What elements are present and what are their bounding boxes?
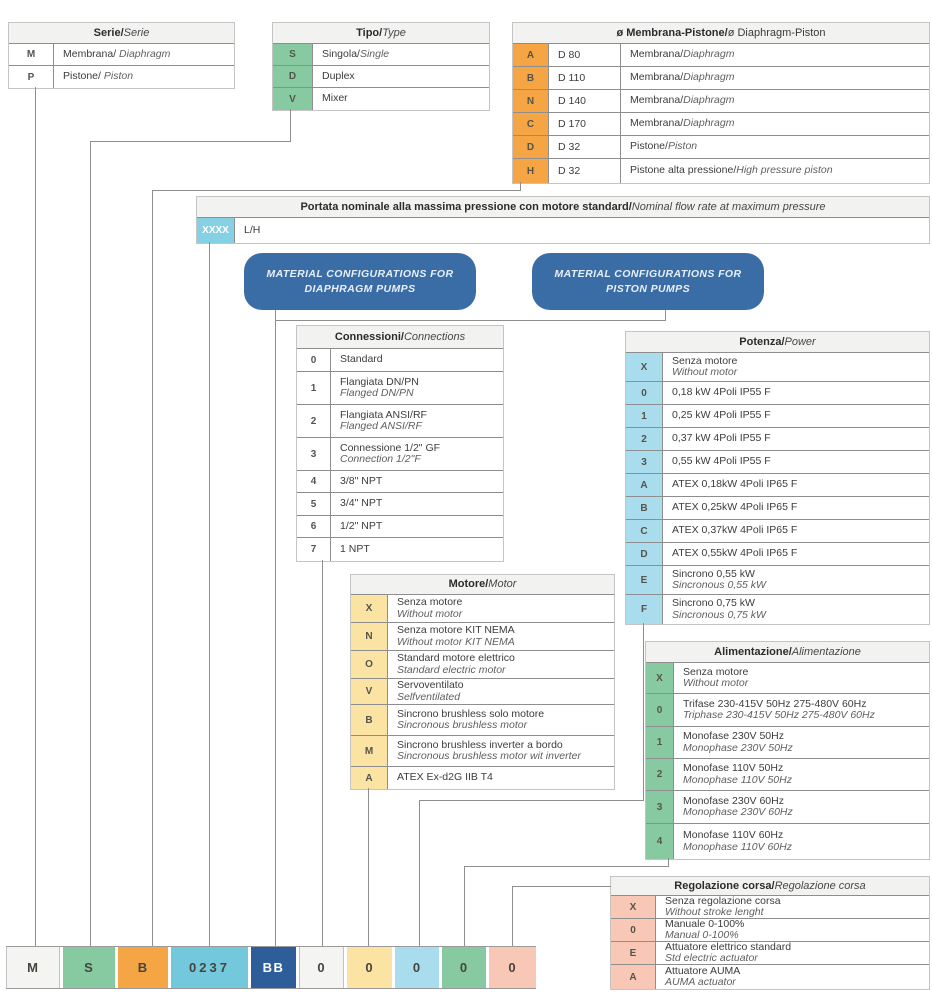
desc-cell <box>656 965 929 989</box>
desc-line-en: Connection 1/2"F <box>340 453 421 465</box>
table-motore <box>350 574 615 790</box>
table-membrana-title <box>513 23 929 44</box>
desc-line-it: ATEX 0,18kW 4Poli IP65 F <box>672 478 798 491</box>
bottom-code-cell: 0 <box>299 947 344 988</box>
bottom-code-cell: BB <box>251 947 296 988</box>
table-title-en: Nominal flow rate at maximum pressure <box>631 200 826 213</box>
desc-line-it: Trifase 230-415V 50Hz 275-480V 60Hz <box>683 697 867 710</box>
desc-cell <box>313 88 489 110</box>
desc-line-it: Senza regolazione corsa <box>665 896 781 907</box>
table-row <box>626 474 929 497</box>
code-cell: 0 <box>611 919 656 941</box>
desc-cell <box>621 113 929 135</box>
desc-line-it: Membrana/Diaphragm <box>630 117 735 130</box>
code-cell: X <box>611 896 656 918</box>
table-row <box>351 679 614 705</box>
desc-cell <box>331 405 503 437</box>
connector-line <box>464 866 669 867</box>
table-title-en: Regolazione corsa <box>774 879 866 892</box>
material-config-diaphragm-label: MATERIAL CONFIGURATIONS FOR DIAPHRAGM PUMPS <box>266 267 454 295</box>
desc-line-it: Sincrono 0,75 kW <box>672 597 755 609</box>
table-portata-title <box>197 197 929 218</box>
table-row <box>273 44 489 66</box>
table-title-en: ø Diaphragm-Piston <box>727 26 826 39</box>
desc-line-it: 0,25 kW 4Poli IP55 F <box>672 409 771 422</box>
desc-cell <box>621 44 929 66</box>
desc-line-it: 0,18 kW 4Poli IP55 F <box>672 386 771 399</box>
desc-cell <box>388 679 614 704</box>
desc-en-inline: Piston <box>100 70 134 83</box>
table-potenza-title <box>626 332 929 353</box>
code-cell: N <box>513 90 549 112</box>
connector-line <box>419 800 420 946</box>
desc-line-en: Without motor KIT NEMA <box>397 635 515 648</box>
table-regolazione-title <box>611 877 929 896</box>
desc-cell <box>331 493 503 515</box>
desc-cell <box>621 67 929 89</box>
code-cell: B <box>626 497 663 519</box>
connector-line <box>275 320 666 321</box>
desc-line-it: Membrana/Diaphragm <box>630 48 735 61</box>
table-row <box>626 405 929 428</box>
table-title-it: Potenza/ <box>739 335 785 348</box>
desc-cell <box>331 538 503 561</box>
desc-line-en: Without motor <box>672 366 738 378</box>
table-alimentazione-title <box>646 642 929 663</box>
desc-line-it: 3/8" NPT <box>340 474 383 487</box>
code-cell: B <box>351 705 388 735</box>
desc-line-en: AUMA actuator <box>665 976 736 988</box>
code-cell: 4 <box>646 824 674 859</box>
table-row <box>297 405 503 438</box>
table-row <box>513 159 929 183</box>
table-row <box>626 520 929 543</box>
desc-line-it: Pistone/Piston <box>630 140 698 153</box>
table-connessioni-title <box>297 326 503 349</box>
bottom-code-cell: S <box>63 947 115 988</box>
code-cell: O <box>351 651 388 678</box>
table-row <box>351 595 614 623</box>
code-cell: 7 <box>297 538 331 561</box>
table-title-en: Motor <box>488 578 517 590</box>
desc-line-it: Sincrono 0,55 kW <box>672 567 755 580</box>
desc-line-it: 1 NPT <box>340 542 370 555</box>
connector-line <box>275 310 276 946</box>
desc-line-en: Sincronous 0,75 kW <box>672 608 766 621</box>
table-row <box>626 428 929 451</box>
desc-line-it: Membrana/Diaphragm <box>630 94 735 107</box>
connector-line <box>368 788 369 946</box>
code-cell: 0 <box>297 349 331 371</box>
desc-line-en: Monophase 110V 60Hz <box>683 840 792 853</box>
table-row <box>351 623 614 651</box>
size-cell: D 140 <box>549 90 621 112</box>
desc-line-it: ATEX Ex-d2G IIB T4 <box>397 771 493 784</box>
table-row <box>626 353 929 382</box>
desc-en-inline: Diaphragm <box>683 48 735 61</box>
code-cell: V <box>273 88 313 110</box>
desc-cell <box>656 896 929 918</box>
code-cell: 6 <box>297 516 331 537</box>
desc-line-en: Selfventilated <box>397 690 461 703</box>
desc-line-it: Senza motore <box>683 665 749 678</box>
table-tipo <box>272 22 490 111</box>
table-row <box>9 44 234 66</box>
desc-line-it: Flangiata ANSI/RF <box>340 408 427 421</box>
table-row <box>513 136 929 159</box>
bottom-code-cell: 0 <box>395 947 439 988</box>
table-row <box>297 349 503 372</box>
desc-cell <box>621 159 929 183</box>
desc-cell <box>388 705 614 735</box>
desc-line-it: ATEX 0,55kW 4Poli IP65 F <box>672 547 798 560</box>
table-row <box>297 493 503 516</box>
table-title-it: Tipo/ <box>356 26 383 39</box>
desc-line-en: Flanged DN/PN <box>340 387 414 399</box>
table-regolazione <box>610 876 930 990</box>
desc-line-en: Flanged ANSI/RF <box>340 420 422 432</box>
table-row <box>646 759 929 791</box>
code-cell: XXXX <box>197 218 235 243</box>
connector-line <box>419 800 644 801</box>
desc-cell <box>663 353 929 381</box>
table-title-it: Alimentazione/ <box>714 645 792 658</box>
code-cell: X <box>626 353 663 381</box>
code-cell: V <box>351 679 388 704</box>
desc-line-it: Standard motore elettrico <box>397 652 515 664</box>
code-cell: A <box>611 965 656 989</box>
desc-cell <box>674 694 929 726</box>
table-connessioni <box>296 325 504 562</box>
code-cell: X <box>646 663 674 693</box>
code-cell: D <box>273 66 313 87</box>
code-cell: 2 <box>297 405 331 437</box>
desc-line-it: ATEX 0,25kW 4Poli IP65 F <box>672 501 798 514</box>
material-config-piston-box <box>532 253 764 310</box>
desc-en-inline: Diaphragm <box>683 71 735 84</box>
desc-cell <box>331 438 503 470</box>
desc-line-it: Manuale 0-100% <box>665 919 745 930</box>
table-row <box>297 471 503 493</box>
desc-cell <box>674 727 929 758</box>
code-cell: M <box>351 736 388 766</box>
table-row <box>646 824 929 859</box>
code-cell: D <box>626 543 663 565</box>
code-cell: 1 <box>297 372 331 404</box>
desc-en-inline: High pressure piston <box>736 164 833 177</box>
desc-line-it: Monofase 230V 50Hz <box>683 730 784 742</box>
desc-line-it: Standard <box>340 353 383 366</box>
connector-line <box>512 886 513 946</box>
table-row <box>611 919 929 942</box>
table-motore-title <box>351 575 614 595</box>
table-row <box>626 451 929 474</box>
desc-cell <box>663 405 929 427</box>
table-row <box>297 516 503 538</box>
connector-line <box>209 242 210 946</box>
table-row <box>351 651 614 679</box>
desc-cell <box>54 44 234 65</box>
desc-cell <box>663 520 929 542</box>
bottom-code-cell: B <box>118 947 168 988</box>
desc-cell <box>663 543 929 565</box>
desc-line-en: Standard electric motor <box>397 663 506 676</box>
desc-line-it: Connessione 1/2" GF <box>340 441 441 454</box>
desc-cell <box>674 663 929 693</box>
desc-line-it: 1/2" NPT <box>340 519 383 532</box>
desc-line-en: Sincronous brushless motor wit inverter <box>397 750 581 762</box>
code-cell: 1 <box>646 727 674 758</box>
desc-line-it: Pistone/ Piston <box>63 70 134 83</box>
desc-cell <box>674 791 929 823</box>
table-row <box>611 896 929 919</box>
desc-cell <box>663 428 929 450</box>
table-title-en: Connections <box>403 330 466 343</box>
desc-line-it: Monofase 230V 60Hz <box>683 794 784 807</box>
code-cell: E <box>626 566 663 594</box>
table-title-it: Portata nominale alla massima pressione con motore standard/ <box>300 200 632 213</box>
code-cell: N <box>351 623 388 650</box>
connector-line <box>464 866 465 946</box>
code-cell: 2 <box>626 428 663 450</box>
desc-cell <box>313 44 489 65</box>
desc-line-it: L/H <box>244 223 261 236</box>
table-title-en: Serie <box>123 26 150 39</box>
desc-en-inline: Diaphragm <box>116 47 171 60</box>
desc-cell <box>663 474 929 496</box>
desc-line-it: Duplex <box>322 69 355 82</box>
desc-line-en: Without stroke lenght <box>665 906 764 918</box>
code-cell: 1 <box>626 405 663 427</box>
connector-line <box>512 886 611 887</box>
connector-line <box>152 190 153 946</box>
material-config-diaphragm-box <box>244 253 476 310</box>
desc-line-en: Without motor <box>397 607 463 620</box>
table-row <box>197 218 929 243</box>
desc-line-it: Flangiata DN/PN <box>340 375 419 388</box>
table-row <box>297 538 503 561</box>
table-portata <box>196 196 930 244</box>
code-cell: 2 <box>646 759 674 790</box>
desc-line-it: ATEX 0,37kW 4Poli IP65 F <box>672 524 798 537</box>
desc-line-it: Monofase 110V 50Hz <box>683 762 784 774</box>
size-cell: D 170 <box>549 113 621 135</box>
table-row <box>626 382 929 405</box>
code-cell: 4 <box>297 471 331 492</box>
table-row <box>626 595 929 624</box>
table-tipo-title <box>273 23 489 44</box>
connector-line <box>643 623 644 801</box>
desc-cell <box>388 595 614 622</box>
table-row <box>646 791 929 824</box>
code-cell: C <box>626 520 663 542</box>
desc-line-it: Pistone alta pressione/High pressure piston <box>630 164 833 177</box>
desc-cell <box>235 218 929 243</box>
table-row <box>273 66 489 88</box>
desc-line-en: Monophase 110V 50Hz <box>683 773 792 786</box>
table-row <box>513 67 929 90</box>
desc-cell <box>388 736 614 766</box>
desc-cell <box>331 372 503 404</box>
connector-line <box>35 87 36 946</box>
table-row <box>297 438 503 471</box>
table-row <box>626 566 929 595</box>
desc-cell <box>674 824 929 859</box>
desc-line-it: Servoventilato <box>397 679 464 691</box>
desc-line-it: 0,55 kW 4Poli IP55 F <box>672 455 771 468</box>
code-cell: 3 <box>297 438 331 470</box>
table-title-it: ø Membrana-Pistone/ <box>616 26 728 39</box>
code-cell: A <box>626 474 663 496</box>
table-title-it: Regolazione corsa/ <box>674 879 775 892</box>
desc-line-it: Attuatore AUMA <box>665 965 741 977</box>
code-cell: 0 <box>626 382 663 404</box>
code-cell: A <box>513 44 549 66</box>
desc-cell <box>621 90 929 112</box>
desc-line-en: Manual 0-100% <box>665 929 739 941</box>
code-cell: 3 <box>646 791 674 823</box>
desc-en-inline: Diaphragm <box>683 117 735 130</box>
table-title-it: Serie/ <box>93 26 124 39</box>
desc-line-it: Sincrono brushless solo motore <box>397 707 545 720</box>
desc-line-it: Membrana/ Diaphragm <box>63 47 171 60</box>
table-potenza <box>625 331 930 625</box>
table-row <box>646 694 929 727</box>
table-row <box>513 90 929 113</box>
size-cell: D 32 <box>549 159 621 183</box>
desc-line-it: Membrana/Diaphragm <box>630 71 735 84</box>
code-cell: H <box>513 159 549 183</box>
connector-line <box>90 141 91 946</box>
desc-line-it: Sincrono brushless inverter a bordo <box>397 738 563 751</box>
size-cell: D 110 <box>549 67 621 89</box>
desc-line-it: Mixer <box>322 92 348 105</box>
table-serie <box>8 22 235 89</box>
desc-line-it: 0,37 kW 4Poli IP55 F <box>672 432 771 445</box>
desc-cell <box>656 919 929 941</box>
code-cell: 0 <box>646 694 674 726</box>
desc-cell <box>331 471 503 492</box>
table-row <box>351 767 614 789</box>
table-serie-title <box>9 23 234 44</box>
desc-line-it: Senza motore <box>672 354 738 367</box>
table-row <box>611 942 929 965</box>
table-membrana <box>512 22 930 184</box>
table-title-en: Power <box>784 335 816 348</box>
table-title-en: Alimentazione <box>791 645 861 658</box>
connector-line <box>322 560 323 946</box>
desc-cell <box>388 651 614 678</box>
desc-cell <box>663 566 929 594</box>
table-row <box>646 727 929 759</box>
desc-line-en: Without motor <box>683 677 749 689</box>
code-cell: D <box>513 136 549 158</box>
desc-line-it: Senza motore KIT NEMA <box>397 624 515 636</box>
desc-line-it: Attuatore elettrico standard <box>665 942 792 953</box>
table-row <box>646 663 929 694</box>
material-config-piston-label: MATERIAL CONFIGURATIONS FOR PISTON PUMPS <box>554 267 742 295</box>
code-cell: E <box>611 942 656 964</box>
table-row <box>626 497 929 520</box>
bottom-code-cell: 0 <box>347 947 392 988</box>
table-title-it: Connessioni/ <box>334 330 404 343</box>
desc-cell <box>313 66 489 87</box>
table-row <box>9 66 234 88</box>
desc-cell <box>663 451 929 473</box>
desc-cell <box>388 623 614 650</box>
desc-line-en: Sincronous 0,55 kW <box>672 579 766 591</box>
connector-line <box>90 141 291 142</box>
code-cell: P <box>9 66 54 88</box>
table-row <box>513 44 929 67</box>
desc-line-it: Senza motore <box>397 596 463 608</box>
code-cell: 5 <box>297 493 331 515</box>
desc-en-inline: Diaphragm <box>683 94 735 107</box>
table-row <box>297 372 503 405</box>
desc-cell <box>663 497 929 519</box>
desc-cell <box>663 595 929 624</box>
desc-cell <box>54 66 234 88</box>
code-cell: S <box>273 44 313 65</box>
desc-line-en: Monophase 230V 50Hz <box>683 741 793 754</box>
desc-line-it: Singola/Single <box>322 47 390 60</box>
desc-line-it: Monofase 110V 60Hz <box>683 829 784 841</box>
code-cell: 3 <box>626 451 663 473</box>
code-cell: B <box>513 67 549 89</box>
desc-cell <box>656 942 929 964</box>
bottom-code-cell: M <box>6 947 60 988</box>
desc-line-en: Monophase 230V 60Hz <box>683 806 793 818</box>
table-row <box>611 965 929 989</box>
desc-en-inline: Single <box>359 47 390 60</box>
desc-line-en: Sincronous brushless motor <box>397 719 528 731</box>
desc-line-en: Std electric actuator <box>665 952 758 964</box>
table-row <box>273 88 489 110</box>
bottom-code-cell: 0 <box>442 947 486 988</box>
size-cell: D 80 <box>549 44 621 66</box>
connector-line <box>152 190 521 191</box>
table-alimentazione <box>645 641 930 860</box>
desc-cell <box>621 136 929 158</box>
bottom-code-cell: 0237 <box>171 947 248 988</box>
table-row <box>513 113 929 136</box>
table-row <box>351 705 614 736</box>
code-cell: A <box>351 767 388 789</box>
desc-line-en: Triphase 230-415V 50Hz 275-480V 60Hz <box>683 709 875 721</box>
connector-line <box>290 109 291 142</box>
desc-cell <box>331 349 503 371</box>
code-cell: F <box>626 595 663 624</box>
size-cell: D 32 <box>549 136 621 158</box>
table-title-it: Motore/ <box>448 578 489 590</box>
table-row <box>626 543 929 566</box>
code-cell: M <box>9 44 54 65</box>
table-title-en: Type <box>382 26 406 39</box>
code-cell: C <box>513 113 549 135</box>
desc-cell <box>331 516 503 537</box>
desc-line-it: 3/4" NPT <box>340 497 383 510</box>
bottom-code-cell: 0 <box>489 947 536 988</box>
desc-cell <box>674 759 929 790</box>
desc-cell <box>388 767 614 789</box>
code-cell: X <box>351 595 388 622</box>
desc-cell <box>663 382 929 404</box>
table-row <box>351 736 614 767</box>
example-code-row <box>6 946 536 989</box>
desc-en-inline: Piston <box>667 140 698 153</box>
